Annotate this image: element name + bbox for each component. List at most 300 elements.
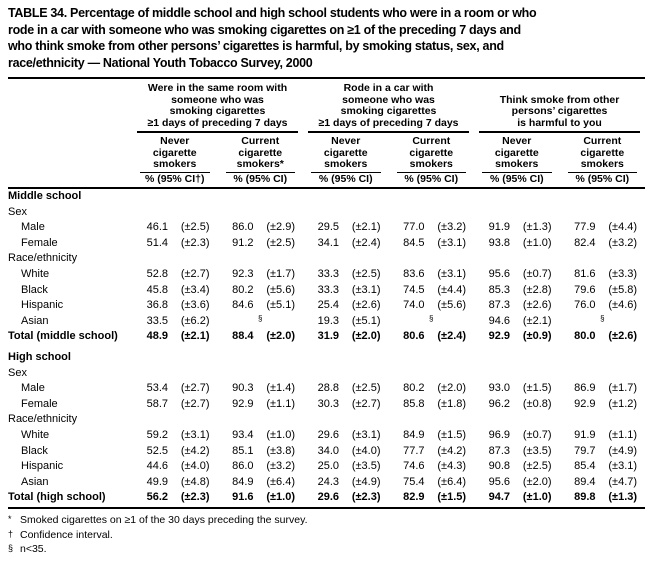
data-table [8,77,645,509]
footnote [8,528,645,543]
cell-value: 34.1 [317,236,340,249]
data-cell [389,251,475,267]
data-cell [560,329,646,345]
column-sub-header [303,133,389,173]
cell-value: 93.0 [488,382,511,395]
cell-value: 96.2 [488,397,511,410]
data-cell [303,397,389,413]
data-cell [560,205,646,221]
cell-value: 74.5 [403,283,425,296]
data-cell [474,412,560,428]
column-group-header-car [303,78,474,133]
table-row [8,188,645,205]
data-cell [474,444,560,460]
cell-value: 51.4 [146,236,168,249]
column-measure-header: % (95% CI) [303,173,389,189]
data-cell [303,267,389,283]
cell-value: 92.9 [488,330,511,343]
table-row [8,205,645,221]
data-cell [303,475,389,491]
data-cell [218,412,304,428]
cell-ci: (±2.5) [266,236,296,249]
cell-value: 91.9 [574,428,596,441]
data-cell [474,205,560,221]
cell-ci: (±0.7) [522,267,552,280]
data-cell [560,412,646,428]
data-cell [474,236,560,252]
cell-ci: (±2.0) [266,330,296,343]
table-row [8,490,645,508]
data-cell [303,366,389,382]
cell-ci: (±3.4) [180,283,210,296]
data-cell [560,220,646,236]
cell-value: 85.3 [488,283,511,296]
column-measure-header: % (95% CI) [560,173,646,189]
cell-ci: (±2.1) [522,314,552,327]
cell-value: 86.0 [232,221,254,234]
data-cell [218,236,304,252]
data-cell [474,381,560,397]
data-cell [303,236,389,252]
column-sub-header [560,133,646,173]
data-cell [389,397,475,413]
cell-ci: (±4.7) [608,475,638,488]
cell-value: 29.6 [317,428,340,441]
data-cell [218,283,304,299]
cell-value: 80.2 [403,382,425,395]
cell-ci: (±3.1) [437,267,467,280]
cell-ci: (±1.4) [266,382,296,395]
cell-ci: (±2.7) [180,267,210,280]
cell-value: 24.3 [317,475,340,488]
data-cell [474,397,560,413]
table-row [8,267,645,283]
data-cell [389,314,475,330]
data-cell [389,220,475,236]
column-group-header-harmful [474,78,645,133]
data-cell [218,329,304,345]
cell-value: 79.7 [574,444,596,457]
cell-ci: (±4.4) [437,283,467,296]
data-cell [218,188,304,205]
sub-header-row [8,133,645,173]
sub-header-label: Current cigarette smokers [397,136,467,173]
cell-ci: (±3.1) [351,428,381,441]
data-cell [560,345,646,366]
table-row [8,381,645,397]
stub-header [8,173,132,189]
column-measure-header: % (95% CI) [218,173,304,189]
column-measure-header: % (95% CI†) [132,173,218,189]
footnote-marker: † [8,528,14,539]
cell-ci: (±2.0) [437,382,467,395]
cell-ci: (±5.1) [266,299,296,312]
sub-header-label: Never cigarette smokers [482,136,552,173]
cell-ci: (±2.0) [351,330,381,343]
cell-value: 84.9 [403,428,425,441]
data-cell [389,428,475,444]
data-cell [303,188,389,205]
sub-header-label: Never cigarette smokers [140,136,210,173]
data-cell [560,459,646,475]
data-cell [389,236,475,252]
row-label: Male [21,221,45,234]
cell-ci: (±3.1) [608,460,638,473]
cell-value: 92.9 [574,397,596,410]
cell-ci: (±2.9) [266,221,296,234]
data-cell [132,475,218,491]
footnote-marker: § [8,543,14,554]
row-label: Sex [8,366,27,379]
cell-ci: (±4.9) [608,444,638,457]
row-label: Race/ethnicity [8,413,78,426]
cell-ci: (±6.4) [437,475,467,488]
row-label: Male [21,382,45,395]
cell-ci: (±3.1) [180,428,210,441]
cell-value: 91.6 [232,491,254,504]
data-cell [303,381,389,397]
cell-ci: (±5.6) [266,283,296,296]
data-cell [132,490,218,508]
cell-value: 85.8 [403,397,425,410]
cell-value: 84.9 [232,475,254,488]
cell-ci: (±4.8) [180,475,210,488]
cell-ci: (±1.2) [608,397,638,410]
cell-value: 87.3 [488,299,511,312]
cell-value: 52.5 [146,444,168,457]
cell-ci: (±1.3) [522,221,552,234]
data-cell [132,345,218,366]
cell-ci: (±1.5) [437,428,467,441]
cell-value: 74.0 [403,299,425,312]
data-cell [218,205,304,221]
table-row [8,298,645,314]
cell-ci: (±1.5) [522,382,552,395]
cell-value: 25.4 [317,299,340,312]
cell-ci: (±1.1) [266,397,296,410]
data-cell [474,490,560,508]
data-cell [218,459,304,475]
cell-value: 91.9 [488,221,511,234]
data-cell [218,397,304,413]
data-cell [560,314,646,330]
cell-value: 45.8 [146,283,168,296]
cell-ci: (±3.6) [180,299,210,312]
table-row [8,236,645,252]
cell-value: 28.8 [317,382,340,395]
column-sub-header [389,133,475,173]
data-cell [474,251,560,267]
data-cell [132,283,218,299]
group-header-row [8,78,645,133]
data-cell [132,188,218,205]
data-cell [560,428,646,444]
data-cell [560,251,646,267]
column-measure-header: % (95% CI) [474,173,560,189]
footnote-ref-mark: § [429,313,434,323]
data-cell [132,236,218,252]
data-cell [303,428,389,444]
data-cell [218,366,304,382]
cell-ci: (±2.3) [351,491,381,504]
data-cell [474,314,560,330]
cell-value: 86.0 [232,460,254,473]
data-cell [132,329,218,345]
data-cell [560,475,646,491]
cell-ci: (±6.2) [180,314,210,327]
cell-ci: (±3.1) [351,283,381,296]
cell-value: 33.3 [317,267,340,280]
footnotes [8,513,645,557]
data-cell [132,314,218,330]
data-cell [218,428,304,444]
footnote-text: Smoked cigarettes on ≥1 of the 30 days preceding the survey. [20,513,308,526]
cell-value: 85.1 [232,444,254,457]
cell-value: 93.4 [232,428,254,441]
cell-ci: (±2.6) [608,330,638,343]
cell-value: 29.5 [317,221,340,234]
cell-ci: (±2.5) [351,382,381,395]
data-cell [560,267,646,283]
sub-header-label: Never cigarette smokers [311,136,381,173]
cell-value: 33.5 [146,314,168,327]
column-sub-header [132,133,218,173]
cell-value: 77.7 [403,444,425,457]
cell-value: 93.8 [488,236,511,249]
table-row [8,345,645,366]
table-row [8,428,645,444]
data-cell [218,251,304,267]
data-cell [132,428,218,444]
group-header-label: Think smoke from other persons’ cigarettes is harmful to you [479,95,640,134]
table-row [8,251,645,267]
cell-value: 95.6 [488,475,511,488]
cell-ci: (±2.7) [180,382,210,395]
data-cell [389,366,475,382]
cell-value: 46.1 [146,221,168,234]
data-cell [474,267,560,283]
cell-ci: (±2.3) [180,491,210,504]
row-label: Asian [21,314,49,327]
cell-ci: (±3.5) [351,460,381,473]
cell-ci: (±1.8) [437,397,467,410]
cell-ci: (±4.6) [608,299,638,312]
data-cell [474,366,560,382]
data-cell [218,267,304,283]
stub-header [8,133,132,173]
cell-ci: (±0.9) [522,330,552,343]
row-label: Asian [21,475,49,488]
cell-ci: (±2.6) [522,299,552,312]
footnote-text: n<35. [20,543,47,556]
footnote [8,542,645,557]
cell-ci: (±1.7) [608,382,638,395]
cell-ci: (±3.2) [608,236,638,249]
data-cell [389,283,475,299]
data-cell [389,412,475,428]
data-cell [560,366,646,382]
cell-value: 89.4 [574,475,596,488]
row-label: Black [21,444,48,457]
footnote [8,513,645,528]
table-row [8,412,645,428]
cell-ci: (±2.0) [522,475,552,488]
data-cell [389,490,475,508]
cell-value: 90.8 [488,460,511,473]
cell-value: 48.9 [146,330,168,343]
cell-ci: (±1.0) [266,428,296,441]
table-row [8,283,645,299]
data-cell [303,490,389,508]
cell-value: 94.6 [488,314,511,327]
data-cell [303,459,389,475]
sub-header-label: Current cigarette smokers [568,136,638,173]
data-cell [389,444,475,460]
cell-value: 30.3 [317,397,340,410]
data-cell [389,345,475,366]
footnote-ref-mark: § [258,313,263,323]
data-cell [474,428,560,444]
data-cell [132,267,218,283]
data-cell [389,267,475,283]
data-cell [132,205,218,221]
cell-ci: (±3.3) [608,267,638,280]
sub-header-label: Current cigarette smokers* [226,136,296,173]
data-cell [560,490,646,508]
data-cell [389,475,475,491]
data-cell [474,329,560,345]
data-cell [218,314,304,330]
cell-ci: (±2.4) [437,330,467,343]
data-cell [389,188,475,205]
cell-ci: (±2.7) [351,397,381,410]
cell-ci: (±2.5) [351,267,381,280]
cell-ci: (±4.9) [351,475,381,488]
cell-value: 74.6 [403,460,425,473]
cell-value: 80.0 [574,330,596,343]
cell-ci: (±2.5) [180,221,210,234]
table-row [8,475,645,491]
cell-value: 95.6 [488,267,511,280]
table-body [8,188,645,508]
data-cell [303,412,389,428]
cell-ci: (±5.1) [351,314,381,327]
footnote-marker: * [8,513,12,524]
cell-value: 56.2 [146,491,168,504]
data-cell [560,283,646,299]
data-cell [218,490,304,508]
cell-ci: (±5.6) [437,299,467,312]
data-cell [303,444,389,460]
column-sub-header [474,133,560,173]
cell-value: 53.4 [146,382,168,395]
cell-ci: (±3.5) [522,444,552,457]
cell-ci: (±3.8) [266,444,296,457]
cell-value: 82.4 [574,236,596,249]
cell-ci: (±1.0) [522,491,552,504]
data-cell [560,381,646,397]
cell-ci: (±1.1) [608,428,638,441]
cell-value: 85.4 [574,460,596,473]
cell-ci: (±2.3) [180,236,210,249]
cell-value: 76.0 [574,299,596,312]
measure-header-row [8,173,645,189]
cell-value: 75.4 [403,475,425,488]
table-row [8,329,645,345]
data-cell [474,298,560,314]
row-label: Hispanic [21,460,64,473]
data-cell [474,220,560,236]
cell-value: 31.9 [317,330,340,343]
cell-value: 92.3 [232,267,254,280]
table-row [8,220,645,236]
cell-value: 44.6 [146,460,168,473]
cell-value: 88.4 [232,330,254,343]
cell-value: 77.9 [574,221,596,234]
data-cell [303,298,389,314]
column-measure-header: % (95% CI) [389,173,475,189]
cell-value: 34.0 [317,444,340,457]
cell-ci: (±3.2) [437,221,467,234]
data-cell [474,475,560,491]
row-label: White [21,428,50,441]
cell-value: 84.6 [232,299,254,312]
table-row [8,444,645,460]
row-label: White [21,267,50,280]
cell-value: 29.6 [317,491,340,504]
data-cell [132,298,218,314]
data-cell [132,444,218,460]
column-group-header-room [132,78,303,133]
data-cell [474,345,560,366]
data-cell [389,205,475,221]
table-row [8,366,645,382]
cell-value: 94.7 [488,491,511,504]
cell-ci: (±1.0) [266,491,296,504]
cell-ci: (±2.6) [351,299,381,312]
cell-ci: (±1.7) [266,267,296,280]
data-cell [218,475,304,491]
page-title: TABLE 34. Percentage of middle school and high school students who were in a room or who rode in a car with someone who was smoking cigarettes on ≥1 of the preceding 7 days and who think smoke from other persons’ cigarettes is harmful, by smoking status, sex, and race/ethnicity — National Youth Tobacco Survey, 2000 [8,6,537,70]
row-label: Sex [8,205,27,218]
table-row [8,459,645,475]
cell-ci: (±1.0) [522,236,552,249]
data-cell [560,444,646,460]
cell-ci: (±1.5) [437,491,467,504]
cell-ci: (±0.8) [522,397,552,410]
row-label: Female [21,397,58,410]
data-cell [218,345,304,366]
cell-value: 86.9 [574,382,596,395]
cell-value: 82.9 [403,491,425,504]
data-cell [389,459,475,475]
cell-value: 83.6 [403,267,425,280]
data-cell [132,366,218,382]
stub-header [8,78,132,133]
table-header [8,78,645,188]
cell-value: 59.2 [146,428,168,441]
data-cell [560,188,646,205]
data-cell [132,412,218,428]
cell-value: 77.0 [403,221,425,234]
cell-value: 90.3 [232,382,254,395]
data-cell [218,444,304,460]
data-cell [132,381,218,397]
cell-value: 52.8 [146,267,168,280]
data-cell [132,251,218,267]
cell-ci: (±2.8) [522,283,552,296]
data-cell [474,459,560,475]
